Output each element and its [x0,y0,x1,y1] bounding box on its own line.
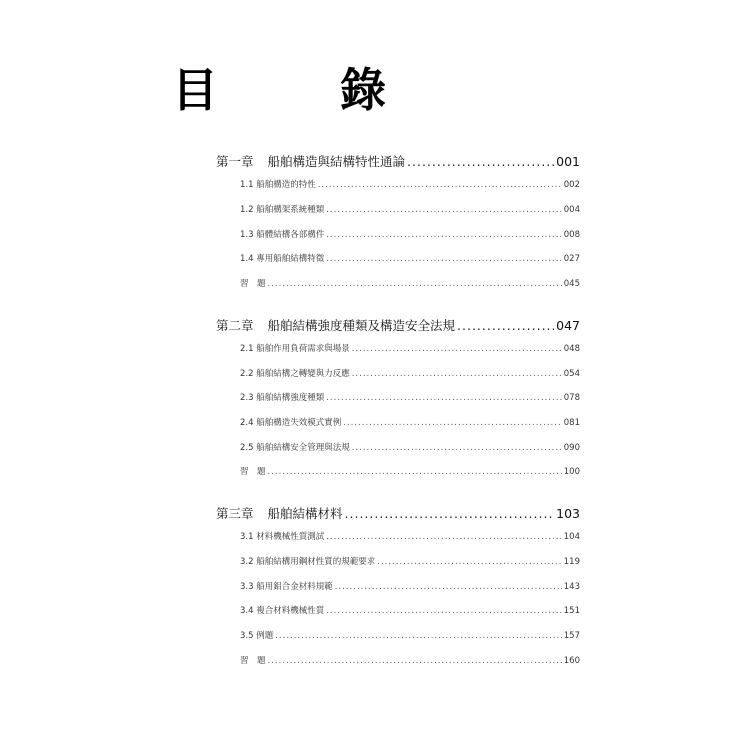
section-page-number: 081 [563,418,580,428]
toc-section[interactable] [240,252,580,264]
section-title: 3.4 複合材料機械性質 [240,606,325,616]
section-title: 3.5 例題 [240,631,274,641]
dot-leader [326,254,562,264]
chapter-number: 第二章 [216,318,254,333]
section-title: 習 題 [240,279,266,289]
section-page-number: 090 [563,443,580,453]
toc-section[interactable] [240,530,580,542]
section-title: 2.2 船舶結構之轉變與力反應 [240,369,350,379]
toc-section[interactable] [240,178,580,190]
chapter-page-number: 001 [556,154,580,169]
section-title: 1.2 船舶構架系統種類 [240,205,325,215]
dot-leader [335,582,562,592]
section-title: 習 題 [240,467,266,477]
dot-leader [268,656,562,666]
dot-leader [343,418,562,428]
dot-leader [352,369,562,379]
toc-section[interactable] [240,629,580,641]
toc-section[interactable] [240,416,580,428]
section-title: 2.4 船舶構造失效模式實例 [240,418,342,428]
section-page-number: 119 [563,557,580,567]
dot-leader [352,443,562,453]
page-title: 目 錄 [172,63,424,117]
section-title: 2.5 船舶結構安全管理與法規 [240,443,350,453]
section-title: 2.3 船舶結構強度種類 [240,393,325,403]
dot-leader [352,344,562,354]
section-page-number: 143 [563,582,580,592]
section-page-number: 100 [563,467,580,477]
toc-section[interactable] [240,203,580,215]
section-page-number: 008 [563,230,580,240]
dot-leader [326,393,562,403]
toc-chapter-1[interactable] [216,152,580,170]
section-page-number: 078 [563,393,580,403]
section-title: 習 題 [240,656,266,666]
chapter-title: 船舶結構強度種類及構造安全法規 [267,318,456,333]
toc-section[interactable] [240,391,580,403]
section-title: 3.3 船用鋁合金材料規範 [240,582,333,592]
section-page-number: 002 [563,180,580,190]
chapter-number: 第三章 [216,506,254,521]
toc-section[interactable] [240,228,580,240]
chapter-title: 船舶構造與結構特性通論 [267,154,406,169]
dot-leader [326,205,562,215]
section-page-number: 151 [563,606,580,616]
dot-leader [326,532,562,542]
dot-leader [326,230,562,240]
section-page-number: 048 [563,344,580,354]
toc-section[interactable] [240,555,580,567]
toc-section[interactable] [240,367,580,379]
toc-section[interactable] [240,277,580,289]
toc-section[interactable] [240,654,580,666]
dot-leader [377,557,562,567]
dot-leader [268,467,562,477]
dot-leader [407,154,554,169]
section-title: 1.1 船舶構造的特性 [240,180,316,190]
section-page-number: 004 [563,205,580,215]
section-page-number: 157 [563,631,580,641]
section-title: 1.4 專用船舶結構特徵 [240,254,325,264]
chapter-page-number: 103 [556,506,580,521]
toc-section[interactable] [240,441,580,453]
dot-leader [457,318,554,333]
toc-section[interactable] [240,465,580,477]
dot-leader [268,279,562,289]
toc-chapter-2[interactable] [216,316,580,334]
section-title: 1.3 船體結構各部構件 [240,230,325,240]
toc-section[interactable] [240,580,580,592]
chapter-number: 第一章 [216,154,254,169]
dot-leader [275,631,562,641]
chapter-page-number: 047 [556,318,580,333]
toc-section[interactable] [240,342,580,354]
section-page-number: 104 [563,532,580,542]
section-page-number: 160 [563,656,580,666]
section-page-number: 054 [563,369,580,379]
dot-leader [318,180,562,190]
dot-leader [345,506,555,521]
section-title: 2.1 船舶作用負荷需求與場景 [240,344,350,354]
toc-section[interactable] [240,604,580,616]
section-page-number: 045 [563,279,580,289]
section-page-number: 027 [563,254,580,264]
section-title: 3.1 材料機械性質測試 [240,532,325,542]
toc-chapter-3[interactable] [216,504,580,522]
chapter-title: 船舶結構材料 [267,506,343,521]
dot-leader [326,606,562,616]
section-title: 3.2 船舶結構用鋼材性質的規範要求 [240,557,376,567]
